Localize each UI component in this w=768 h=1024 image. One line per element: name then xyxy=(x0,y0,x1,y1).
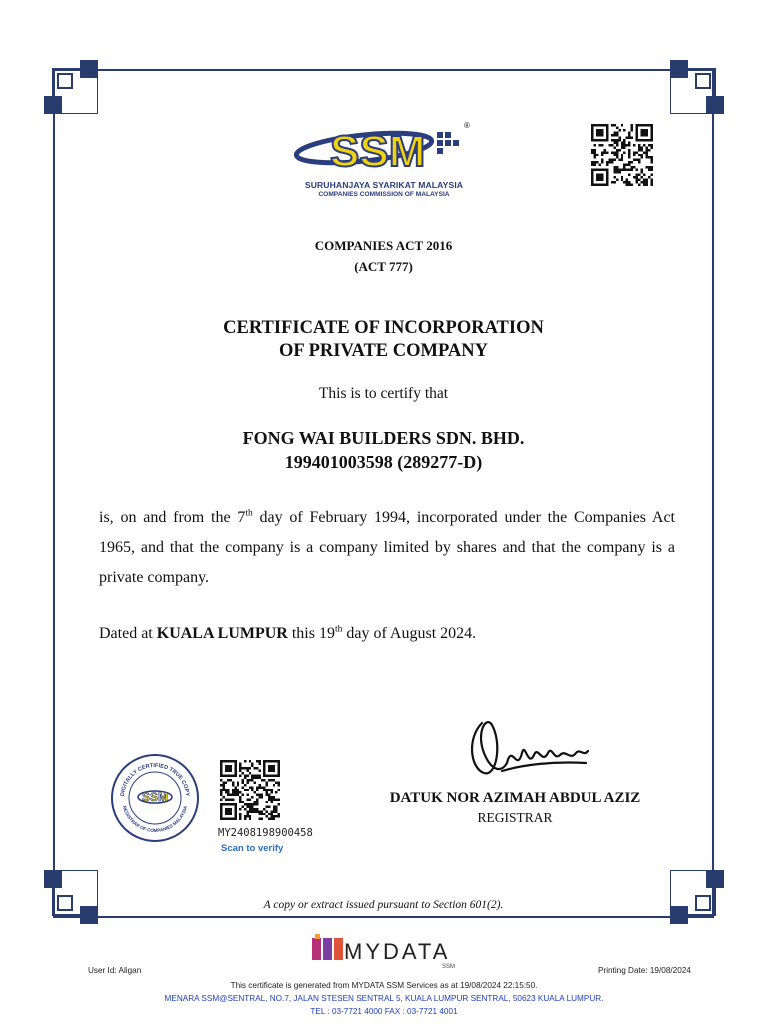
qr-code-icon xyxy=(588,124,656,186)
corner-ornament-bottom-right xyxy=(670,870,724,924)
corner-ornament-bottom-left xyxy=(44,870,98,924)
dated-prefix: Dated at xyxy=(99,625,157,642)
dated-line xyxy=(99,625,476,643)
ssm-logo xyxy=(294,118,474,202)
user-id: User Id: Aligan xyxy=(88,966,142,975)
section-note: A copy or extract issued pursuant to Section 601(2). xyxy=(263,899,504,911)
act-number: (ACT 777) xyxy=(354,259,413,274)
org-name-english: COMPANIES COMMISSION OF MALAYSIA xyxy=(318,191,450,198)
corner-ornament-top-left xyxy=(44,60,98,114)
generated-note: This certificate is generated from MYDATA SSM Services as at 19/08/2024 22:15:50. xyxy=(230,981,538,990)
contact-numbers: TEL : 03-7721 4000 FAX : 03-7721 4001 xyxy=(310,1007,458,1016)
verify-qr-code-icon[interactable] xyxy=(218,760,282,820)
mydata-wordmark: MYDATA xyxy=(344,939,451,964)
certificate-title-line1: CERTIFICATE OF INCORPORATION xyxy=(223,318,544,338)
logo-wordmark: SSM xyxy=(330,127,426,176)
verification-code: MY2408198900458 xyxy=(218,827,313,839)
registrar-signature xyxy=(462,713,592,793)
registrar-name: DATUK NOR AZIMAH ABDUL AZIZ xyxy=(389,790,641,806)
mydata-logo xyxy=(310,932,460,972)
body-prefix: is, on and from the 7 xyxy=(99,509,246,526)
registrar-title: REGISTRAR xyxy=(477,810,553,825)
org-name-malay: SURUHANJAYA SYARIKAT MALAYSIA xyxy=(304,180,464,190)
incorporation-paragraph xyxy=(99,503,675,593)
body-rest: day of February 1994, incorporated under the Companies Act 1965, and that the company is a company limited by shares and that the company is a private company. xyxy=(99,509,676,586)
dated-day-suffix: th xyxy=(334,624,343,635)
seal-ring-bottom: REGISTRAR OF COMPANIES MALAYSIA xyxy=(121,805,189,834)
body-day-suffix: th xyxy=(245,508,253,519)
certify-statement: This is to certify that xyxy=(318,385,449,402)
printing-date: Printing Date: 19/08/2024 xyxy=(598,966,691,975)
registered-mark: ® xyxy=(464,121,470,130)
seal-ring-text: DIGITALLY CERTIFIED TRUE COPY xyxy=(120,762,190,797)
registration-number: 199401003598 (289277-D) xyxy=(284,452,483,472)
mydata-sub: SSM xyxy=(442,964,456,970)
corner-ornament-top-right xyxy=(670,60,724,114)
scan-to-verify-link[interactable]: Scan to verify xyxy=(221,843,284,854)
office-address: MENARA SSM@SENTRAL, NO.7, JALAN STESEN SENTRAL 5, KUALA LUMPUR SENTRAL, 50623 KUALA LUMPUR. xyxy=(164,994,604,1003)
certified-true-copy-seal xyxy=(110,753,200,843)
act-title: COMPANIES ACT 2016 xyxy=(314,238,453,253)
company-name: FONG WAI BUILDERS SDN. BHD. xyxy=(242,428,525,448)
dated-end: day of August 2024. xyxy=(342,625,477,642)
certificate-title-line2: OF PRIVATE COMPANY xyxy=(279,341,488,361)
seal-center-text: SSM xyxy=(141,790,169,804)
dated-place: KUALA LUMPUR xyxy=(156,625,288,642)
dated-mid: this 19 xyxy=(287,625,335,642)
